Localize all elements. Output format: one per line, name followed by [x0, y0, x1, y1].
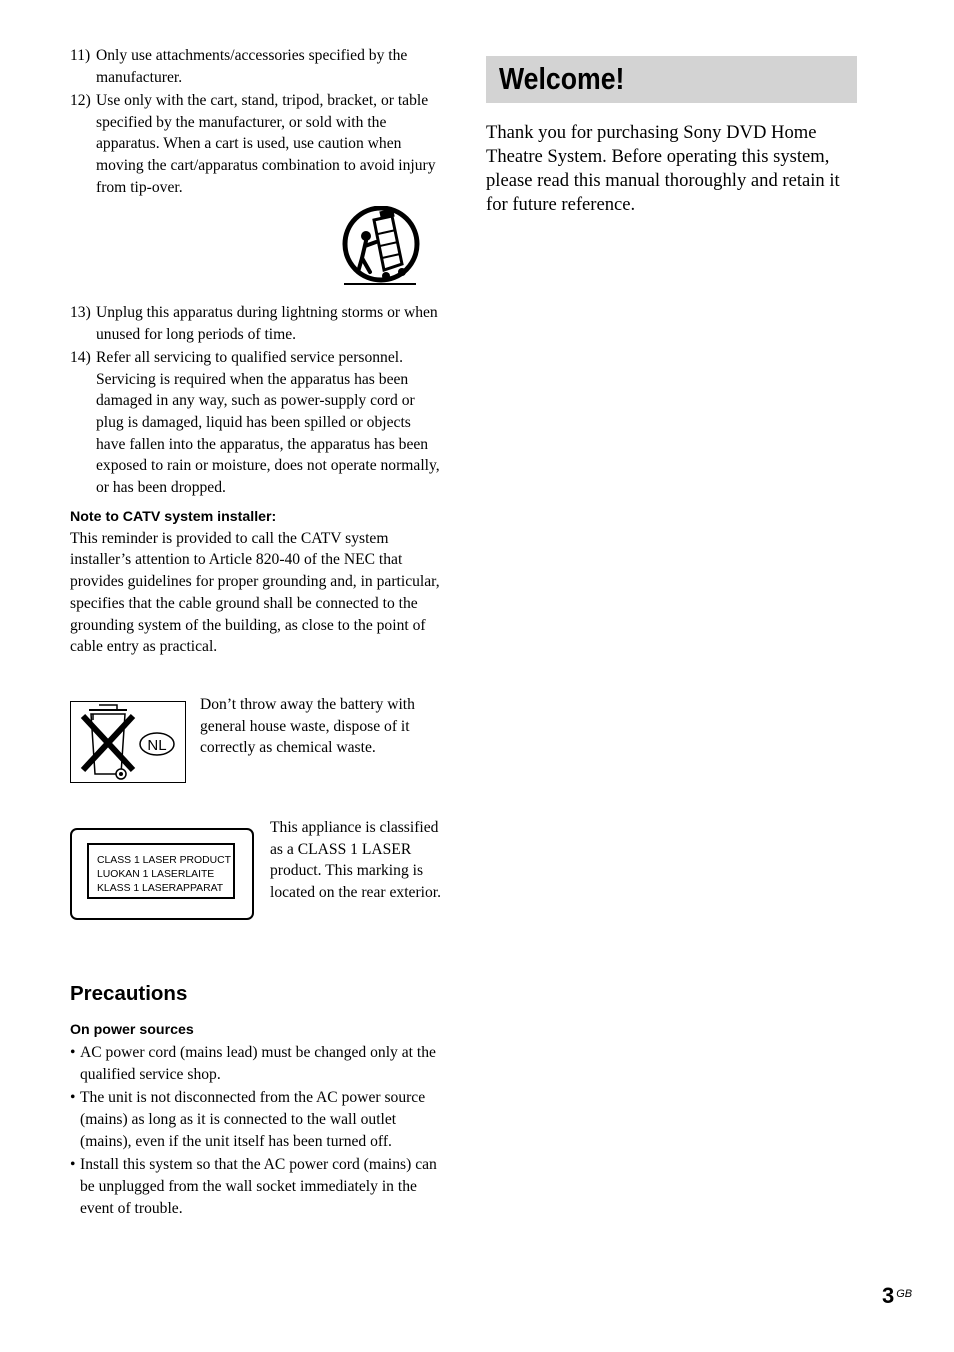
battery-disposal-section	[70, 694, 440, 794]
item-number: 11)	[70, 47, 91, 64]
bullet-text: Install this system so that the AC power cord (mains) can be unplugged from the wall socket immediately in the event of trouble.	[80, 1156, 437, 1217]
bullet-text: AC power cord (mains lead) must be changed only at the qualified service shop.	[80, 1043, 436, 1083]
laser-label-inner	[87, 843, 235, 899]
bullet-item	[70, 1087, 440, 1152]
laser-text: This appliance is classified as a CLASS 1 LASER product. This marking is located on the rear exterior.	[270, 818, 442, 902]
numbered-item	[70, 90, 440, 199]
welcome-banner	[486, 56, 857, 103]
item-number: 14)	[70, 348, 91, 366]
bullet-item	[70, 1154, 440, 1219]
numbered-item	[70, 347, 440, 499]
item-text: Use only with the cart, stand, tripod, bracket, or table specified by the manufacturer, or sold with the apparatus. When a cart is used, use caution when moving the cart/apparatus combination to avoid injury from tip-over.	[96, 91, 436, 196]
item-text: Unplug this apparatus during lightning storms or when unused for long periods of time.	[96, 303, 438, 343]
item-text: Refer all servicing to qualified service personnel. Servicing is required when the apparatus has been damaged in any way, such as power-supply cord or plug is damaged, liquid has been spilled or objects have fallen into the apparatus, the apparatus has been exposed to rain or moisture, does not operate normally, or has been dropped.	[96, 348, 440, 497]
catv-heading: Note to CATV system installer:	[70, 508, 277, 525]
numbered-item	[70, 45, 440, 88]
bullet-dot: •	[70, 1089, 76, 1107]
left-column	[70, 45, 440, 1220]
item-number: 12)	[70, 91, 91, 109]
page-number-digit: 3	[882, 1283, 895, 1308]
right-column	[486, 56, 857, 236]
item-text: Only use attachments/accessories specified by the manufacturer.	[96, 47, 408, 86]
laser-label	[70, 828, 254, 920]
crossed-bin-icon	[71, 702, 185, 782]
page-language-suffix: GB	[896, 1288, 913, 1300]
numbered-item	[70, 302, 440, 345]
bullet-dot: •	[70, 1043, 76, 1061]
catv-paragraph: This reminder is provided to call the CATV system installer’s attention to Article 820-40 of the NEC that provides guidelines for proper grounding and, in particular, specifies that the cable ground shall be connected to the grounding system of the building, as close to the point of cable entry as practical.	[70, 529, 440, 656]
laser-label-line: LUOKAN 1 LASERLAITE	[97, 868, 215, 880]
bullet-text: The unit is not disconnected from the AC power source (mains) as long as it is connected to the wall outlet (mains), even if the unit itself has been turned off.	[80, 1089, 426, 1150]
laser-label-line: KLASS 1 LASERAPPARAT	[97, 882, 224, 894]
page-number	[882, 1283, 912, 1309]
cart-warning-figure	[70, 200, 440, 302]
nl-label: NL	[147, 736, 167, 754]
laser-class-section	[70, 818, 440, 938]
crossed-bin-symbol	[70, 701, 186, 783]
bullet-item	[70, 1042, 440, 1085]
welcome-title: Welcome!	[499, 61, 625, 96]
precautions-heading: Precautions	[70, 981, 188, 1005]
power-sources-heading: On power sources	[70, 1021, 194, 1038]
welcome-paragraph: Thank you for purchasing Sony DVD Home Theatre System. Before operating this system, please read this manual thoroughly and retain it for future reference.	[486, 122, 840, 215]
cart-tip-over-icon	[340, 206, 422, 290]
item-number: 13)	[70, 303, 91, 321]
bullet-dot: •	[70, 1156, 76, 1174]
laser-label-line: CLASS 1 LASER PRODUCT	[97, 854, 231, 866]
battery-text: Don’t throw away the battery with general house waste, dispose of it correctly as chemical waste.	[200, 695, 415, 757]
